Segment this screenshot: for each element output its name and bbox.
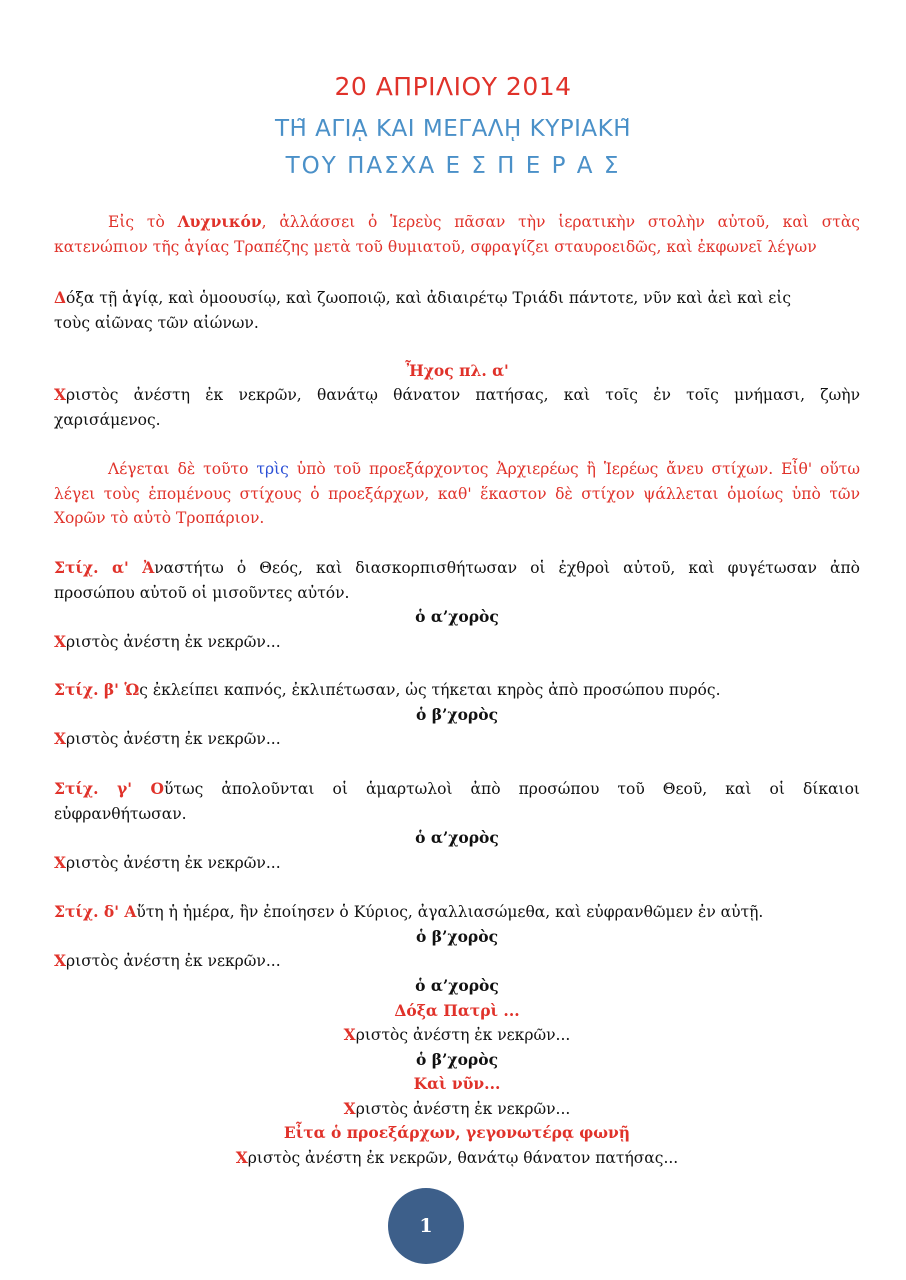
verse-initial: Ο [150,779,164,798]
choir-label: ὁ α’χορὸς [415,828,499,847]
verse-line-2: προσώπου αὐτοῦ οἱ μισοῦντες αὐτόν. [54,583,350,602]
verse-line-1: Στίχ. β' Ὡς ἐκλείπει καπνός, ἐκλιπέτωσαν, ὡς τήκεται κηρὸς ἀπὸ προσώπου πυρός. [54,680,721,699]
verse-initial: Ἀ [142,558,155,577]
verse-line-1: Στίχ. α' Ἀναστήτω ὁ Θεός, καὶ διασκορπισθήτωσαν οἱ ἐχθροὶ αὐτοῦ, καὶ φυγέτωσαν ἀπὸ [54,558,860,577]
doxa-line-1: Δόξα τῇ ἁγίᾳ, καὶ ὁμοουσίῳ, καὶ ζωοποιῷ, καὶ ἀδιαιρέτῳ Τριάδι πάντοτε, νῦν καὶ ἀεὶ καὶ εἰς [54,288,792,307]
verse-1 [54,556,860,654]
kai-nyn: Καὶ νῦν... [413,1074,501,1093]
intro-rubric [54,210,860,259]
refrain-initial: Χ [54,951,67,970]
rubric-paragraph [54,457,860,531]
choir-a-label: ὁ α’χορὸς [415,976,499,995]
title-line-2: ΤΟΥ ΠΑΣΧΑ Ε Σ Π Ε Ρ Α Σ [285,153,621,179]
verse-label: Στίχ. δ' [54,902,125,921]
rubric-line-2: λέγει τοὺς ἑπομένους στίχους ὁ προεξάρχων, καθ' ἕκαστον δὲ στίχον ψάλλεται ὁμοίως ὑπὸ τῶν [54,484,860,503]
refrain-initial: Χ [54,729,67,748]
tone-heading: Ἦχος πλ. α' [405,361,509,380]
lychnikon-bold: Λυχνικόν [177,212,262,231]
verse-line-1: Στίχ. δ' Αὕτη ἡ ἡμέρα, ἣν ἐποίησεν ὁ Κύριος, ἀγαλλιασώμεθα, καὶ εὐφρανθῶμεν ἐν αὐτῇ. [54,902,764,921]
tris-word: τρὶς [256,460,289,478]
verse-line-1: Στίχ. γ' Οὕτως ἀπολοῦνται οἱ ἁμαρτωλοὶ ἀπὸ προσώπου τοῦ Θεοῦ, καὶ οἱ δίκαιοι [54,779,861,798]
closing-refrain-1: Χριστὸς ἀνέστη ἐκ νεκρῶν... [343,1025,571,1044]
verse-line-2: εὐφρανθήτωσαν. [54,804,187,823]
verse-4 [54,900,860,974]
refrain: Χριστὸς ἀνέστη ἐκ νεκρῶν... [54,631,281,651]
choir-label: ὁ β’χορὸς [415,704,499,724]
troparion-line-2: χαρισάμενος. [54,410,161,429]
verse-initial: Α [124,902,137,921]
doxa-paragraph [54,286,860,335]
doxa-line-2: τοὺς αἰῶνας τῶν αἰώνων. [54,313,259,332]
eita-rubric: Εἶτα ὁ προεξάρχων, γεγονωτέρᾳ φωνῇ [283,1123,631,1142]
choir-label: ὁ α’χορὸς [415,607,499,626]
refrain-initial: Χ [54,631,67,651]
verse-label: Στίχ. γ' [54,779,151,798]
choir-label: ὁ β’χορὸς [415,926,499,946]
troparion-line-1: Χριστὸς ἀνέστη ἐκ νεκρῶν, θανάτῳ θάνατον πατήσας, καὶ τοῖς ἐν τοῖς μνήμασι, ζωὴν [54,385,860,404]
page-number-badge: 1 [388,1188,464,1264]
rubric-line-1: Λέγεται δὲ τοῦτο τρὶς ὑπὸ τοῦ προεξάρχοντος Ἀρχιερέως ἢ Ἱερέως ἄνευ στίχων. Εἶθ' οὕτω [108,460,860,478]
title-line-1: ΤΗ͂ ΑΓΙᾼ ΚΑΙ ΜΕΓΑΛῌ ΚΥΡΙΑΚΗ͂ [274,116,632,142]
closing-refrain-2: Χριστὸς ἀνέστη ἐκ νεκρῶν... [343,1098,571,1118]
verse-2 [54,678,860,752]
final-troparion: Χριστὸς ἀνέστη ἐκ νεκρῶν, θανάτῳ θάνατον πατήσας... [235,1147,679,1167]
verse-label: Στίχ. α' [54,558,143,577]
choir-b-label: ὁ β’χορὸς [415,1049,499,1069]
troparion-initial: Χ [54,385,67,404]
rubric-line-3: Χορῶν τὸ αὐτὸ Τροπάριον. [54,509,265,527]
refrain: Χριστὸς ἀνέστη ἐκ νεκρῶν... [54,951,281,970]
refrain-initial: Χ [54,852,67,872]
verse-label: Στίχ. β' [54,680,125,699]
refrain: Χριστὸς ἀνέστη ἐκ νεκρῶν... [54,852,281,872]
verse-initial: Ὡ [124,680,140,699]
intro-line-2: κατενώπιον τῆς ἁγίας Τραπέζης μετὰ τοῦ θυμιατοῦ, σφραγίζει σταυροειδῶς, καὶ ἐκφωνεῖ λέγων [54,237,817,256]
doxa-patri: Δόξα Πατρὶ ... [394,1000,520,1020]
refrain: Χριστὸς ἀνέστη ἐκ νεκρῶν... [54,729,281,748]
troparion-paragraph [54,383,860,432]
doxa-initial: Δ [54,288,67,307]
verse-3 [54,777,860,875]
date-heading: 20 ΑΠΡΙΛΙΟΥ 2014 [334,72,572,101]
closing-block [54,974,860,1170]
intro-line-1: Εἰς τὸ Λυχνικόν, ἀλλάσσει ὁ Ἱερεὺς πᾶσαν τὴν ἱερατικὴν στολὴν αὐτοῦ, καὶ στὰς [108,212,860,231]
